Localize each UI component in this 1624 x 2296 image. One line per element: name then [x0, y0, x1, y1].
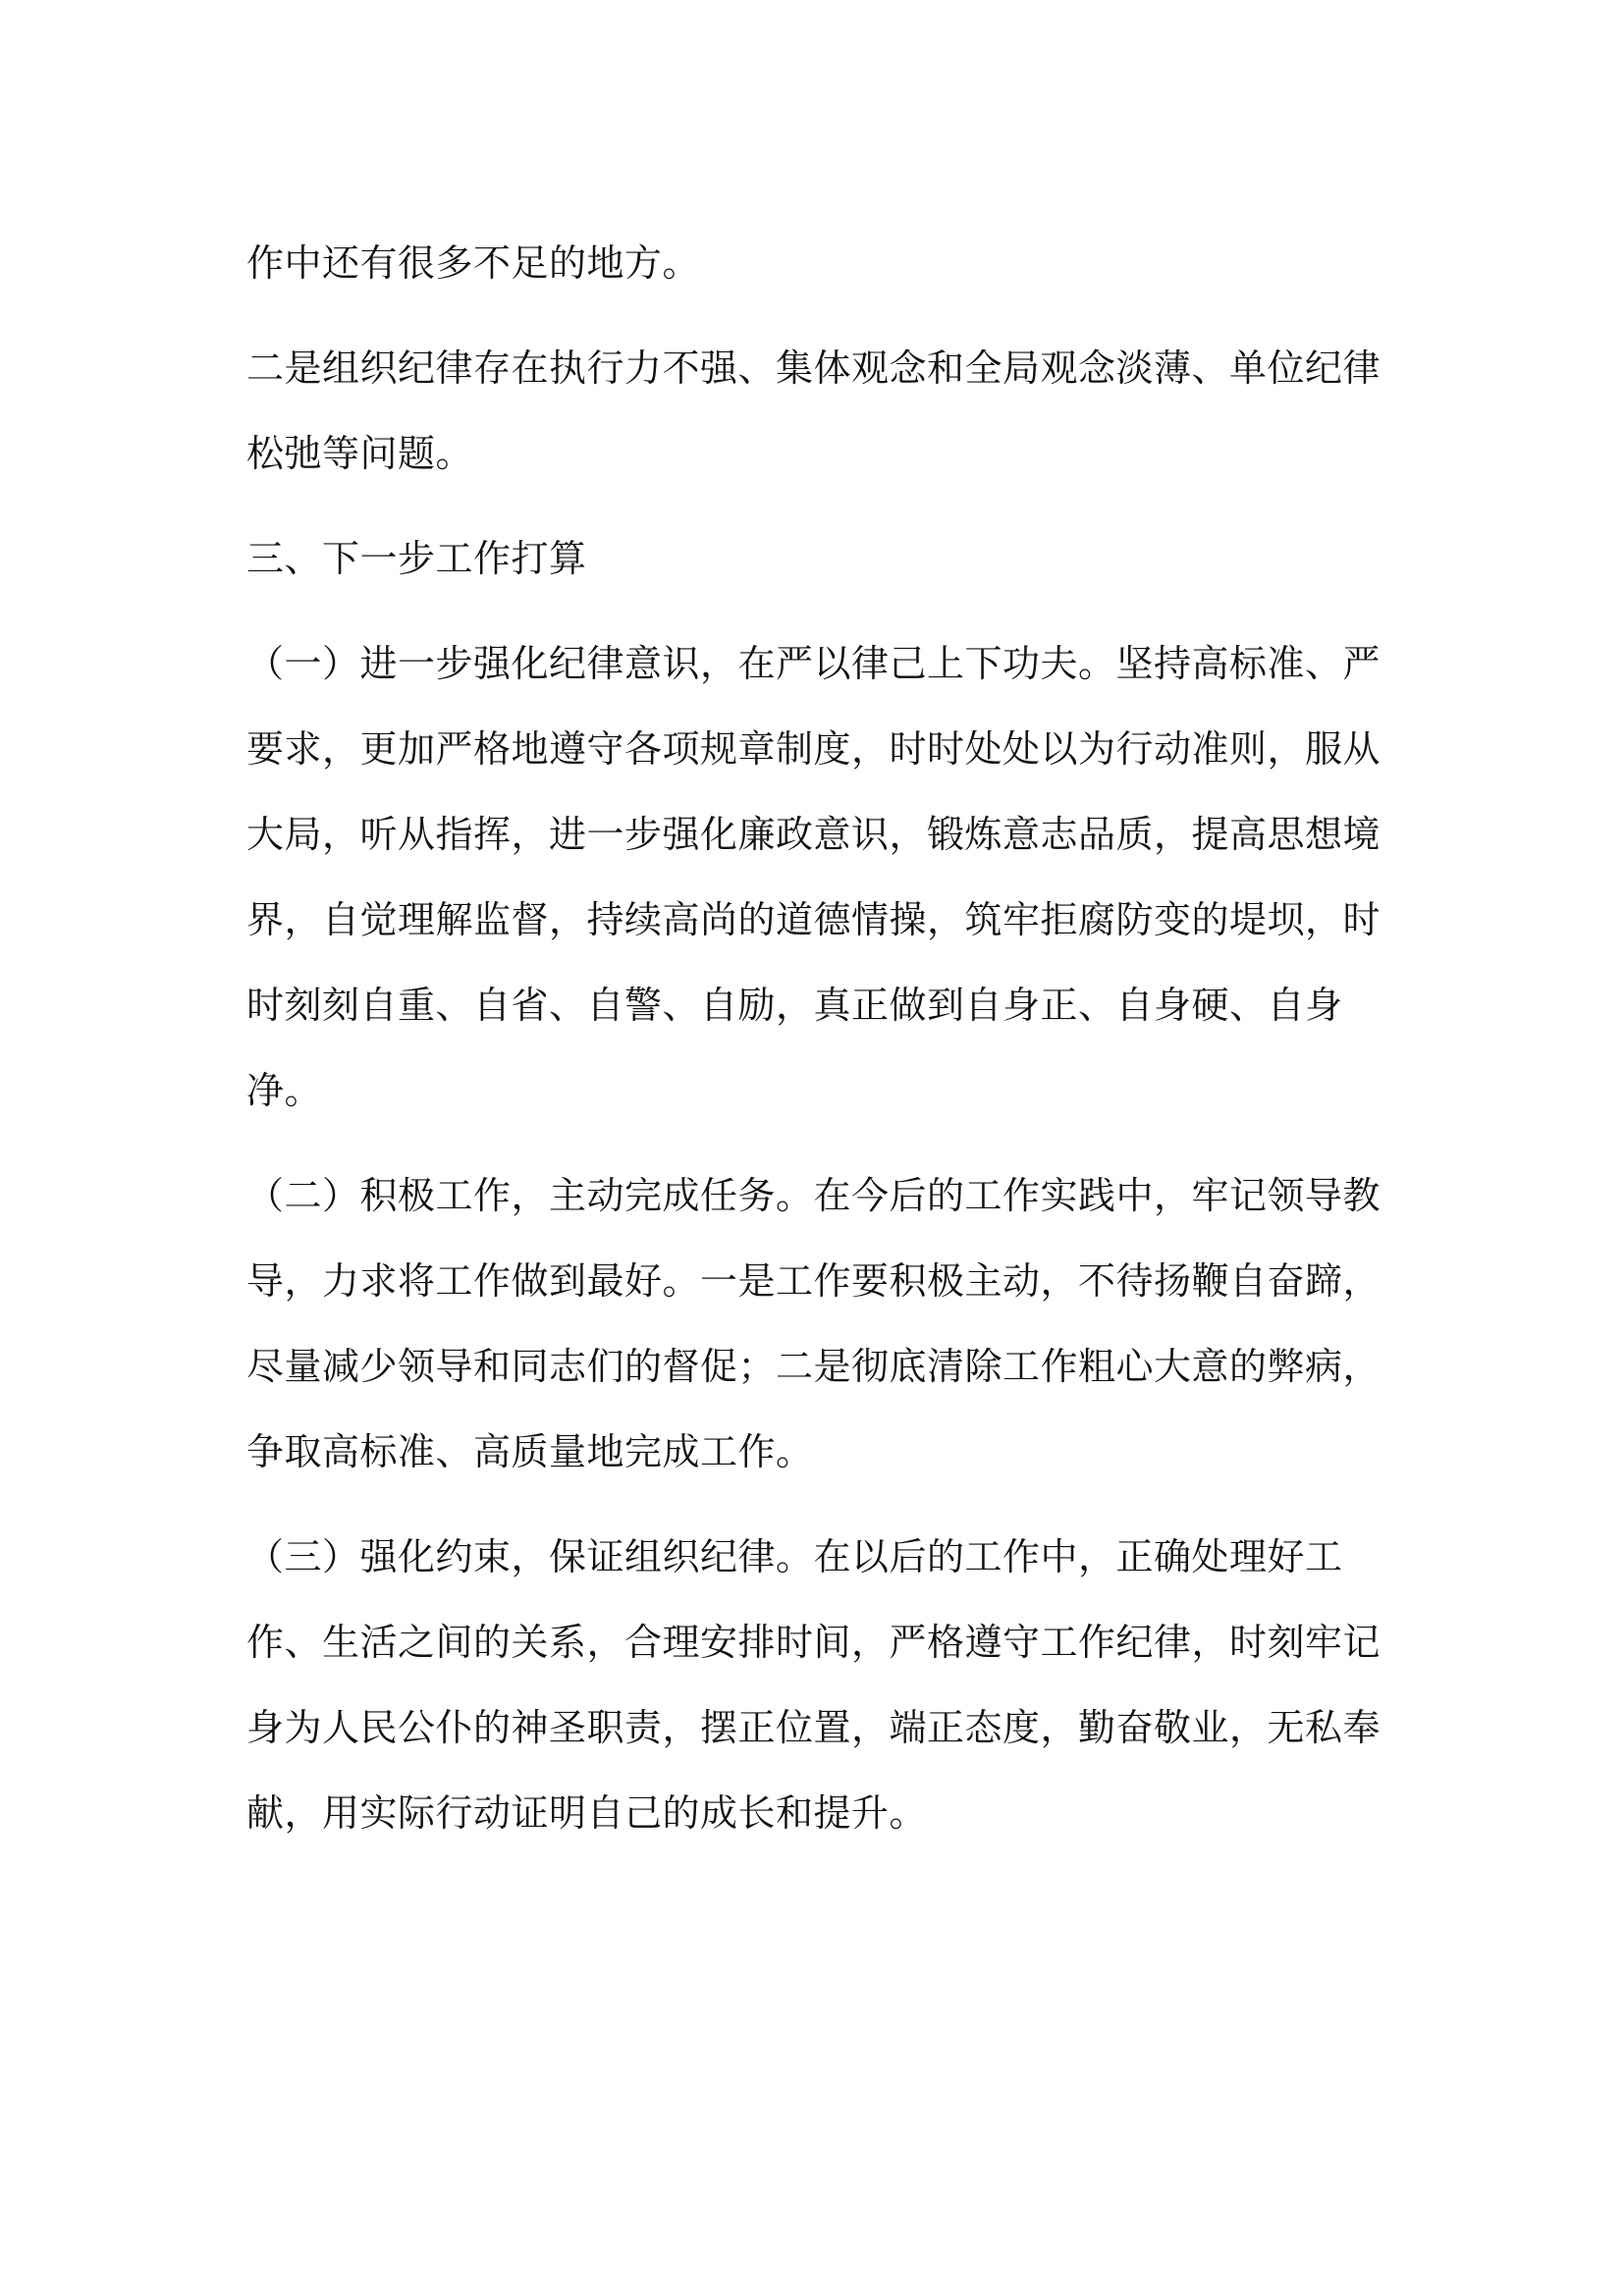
paragraph-discipline-issues: 二是组织纪律存在执行力不强、集体观念和全局观念淡薄、单位纪律松弛等问题。 [246, 347, 1381, 475]
paragraph-item-three: （三）强化约束，保证组织纪律。在以后的工作中，正确处理好工作、生活之间的关系，合理安排时间，严格遵守工作纪律，时刻牢记身为人民公仆的神圣职责，摆正位置，端正态度，勤奋敬业，无私奉献，用实际行动证明自己的成长和提升。 [246, 1535, 1381, 1835]
paragraph-item-one: （一）进一步强化纪律意识，在严以律己上下功夫。坚持高标准、严要求，更加严格地遵守各项规章制度，时时处处以为行动准则，服从大局，听从指挥，进一步强化廉政意识，锻炼意志品质，提高思想境界，自觉理解监督，持续高尚的道德情操，筑牢拒腐防变的堤坝，时时刻刻自重、自省、自警、自励，真正做到自身正、自身硬、自身净。 [246, 642, 1381, 1112]
paragraph-continuation: 作中还有很多不足的地方。 [246, 241, 701, 285]
section-heading-next-steps: 三、下一步工作打算 [246, 537, 587, 580]
paragraph-item-two: （二）积极工作，主动完成任务。在今后的工作实践中，牢记领导教导，力求将工作做到最好。一是工作要积极主动，不待扬鞭自奋蹄，尽量减少领导和同志们的督促；二是彻底清除工作粗心大意的弊病，争取高标准、高质量地完成工作。 [246, 1174, 1381, 1473]
document-body [246, 221, 1395, 1856]
